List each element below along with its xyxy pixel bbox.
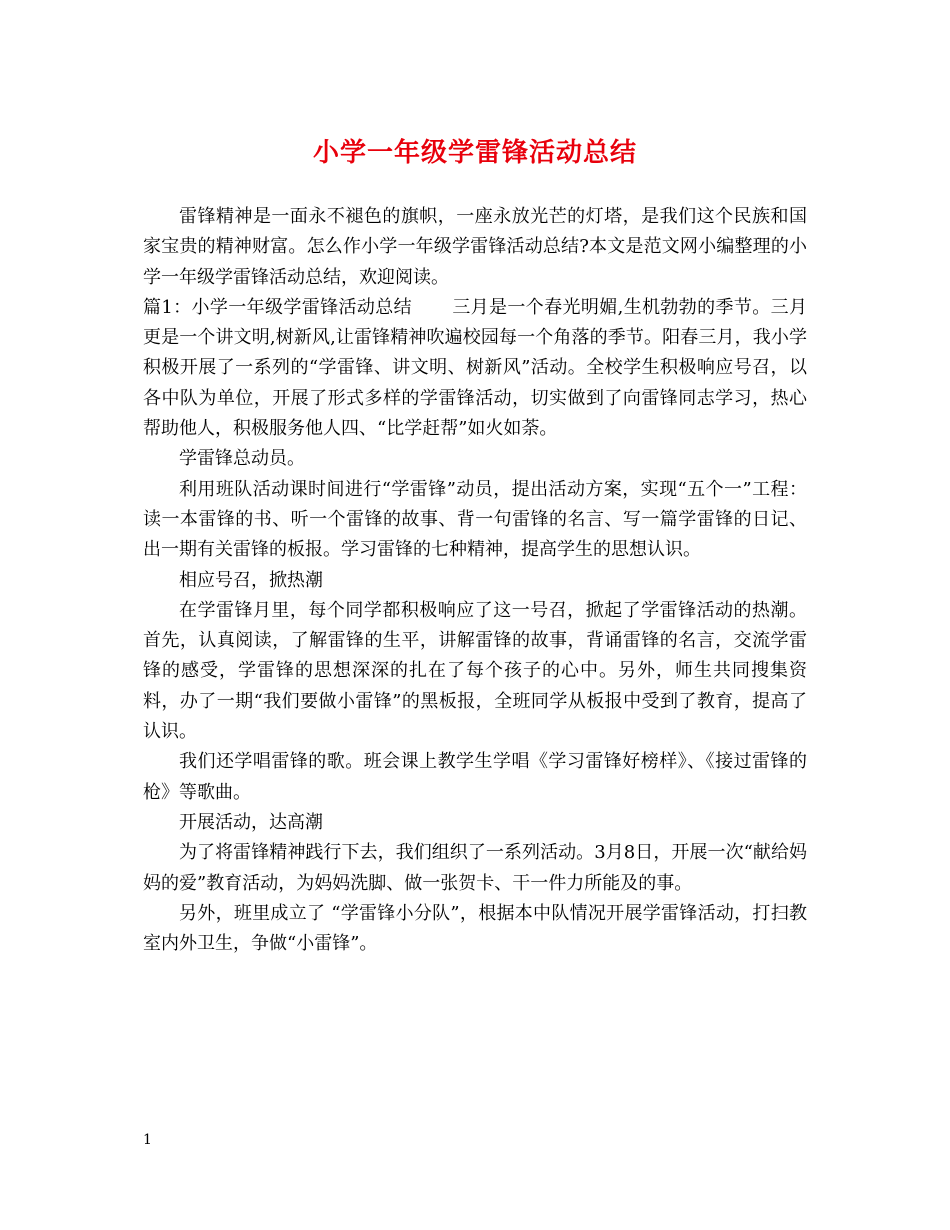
body-paragraph: 在学雷锋月里，每个同学都积极响应了这一号召，掀起了学雷锋活动的热潮。首先，认真阅读，了解雷锋的生平，讲解雷锋的故事，背诵雷锋的名言，交流学雷锋的感受，学雷锋的思想深深的扎在了每个孩子的心中。另外，师生共同搜集资料，办了一期“我们要做小雷锋”的黑板报，全班同学从板报中受到了教育，提高了认识。 bbox=[143, 599, 807, 743]
subheading-response: 相应号召，掀热潮 bbox=[179, 569, 323, 591]
subheading-activities: 开展活动，达高潮 bbox=[179, 811, 323, 833]
section-paragraph bbox=[143, 293, 807, 444]
page-number: 1 bbox=[143, 1132, 152, 1148]
document-body bbox=[143, 202, 807, 959]
body-paragraph: 为了将雷锋精神践行下去，我们组织了一系列活动。3月8日，开展一次“献给妈妈的爱”教育活动，为妈妈洗脚、做一张贺卡、干一件力所能及的事。 bbox=[143, 842, 807, 894]
document-title: 小学一年级学雷锋活动总结 bbox=[312, 138, 637, 168]
section-first-text: 三月是一个春光明媚,生机勃勃的季节。三月更是一个讲文明,树新风,让雷锋精神吹遍校园每一个角落的季节。阳春三月，我小学积极开展了一系列的“学雷锋、讲文明、树新风”活动。全校学生积极响应号召，以各中队为单位，开展了形式多样的学雷锋活动，切实做到了向雷锋同志学习，热心帮助他人，积极服务他人四、“比学赶帮”如火如荼。 bbox=[143, 296, 807, 440]
body-paragraph: 我们还学唱雷锋的歌。班会课上教学生学唱《学习雷锋好榜样》、《接过雷锋的枪》等歌曲。 bbox=[143, 751, 807, 803]
subheading-mobilization: 学雷锋总动员。 bbox=[179, 448, 305, 470]
body-paragraph: 另外，班里成立了 “学雷锋小分队”，根据本中队情况开展学雷锋活动，打扫教室内外卫生，争做“小雷锋”。 bbox=[143, 902, 807, 955]
body-paragraph: 利用班队活动课时间进行“学雷锋”动员，提出活动方案，实现“五个一”工程：读一本雷锋的书、听一个雷锋的故事、背一句雷锋的名言、写一篇学雷锋的日记、出一期有关雷锋的板报。学习雷锋的七种精神，提高学生的思想认识。 bbox=[143, 478, 807, 561]
section-heading: 篇1：小学一年级学雷锋活动总结 bbox=[143, 296, 412, 318]
intro-paragraph: 雷锋精神是一面永不褪色的旗帜，一座永放光芒的灯塔，是我们这个民族和国家宝贵的精神财富。怎么作小学一年级学雷锋活动总结?本文是范文网小编整理的小学一年级学雷锋活动总结，欢迎阅读。 bbox=[143, 206, 807, 288]
